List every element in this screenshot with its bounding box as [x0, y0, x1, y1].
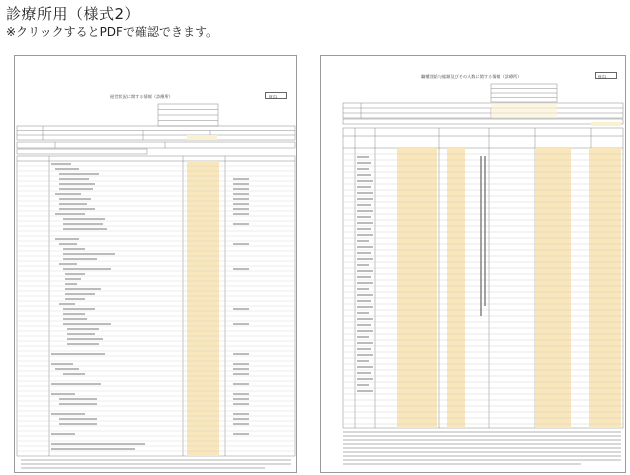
right-form-drawing: [321, 56, 626, 473]
left-form-drawing: [15, 56, 297, 473]
form-badge: 様式2: [269, 94, 278, 99]
page-title: 診療所用（様式2）: [6, 5, 141, 23]
page-header: [6, 4, 406, 40]
pdf-thumbnail-financial-status[interactable]: [14, 55, 297, 473]
pdf-thumbnail-staff-salary[interactable]: [320, 55, 626, 473]
page-subtitle: ※クリックするとPDFで確認できます。: [6, 25, 218, 39]
doc-title: 経営状況に関する情報（診療所）: [110, 94, 173, 99]
form-badge: 様式2: [598, 74, 607, 79]
doc-title: 職種別給与総額及びその人数に関する情報（診療所）: [421, 74, 522, 79]
